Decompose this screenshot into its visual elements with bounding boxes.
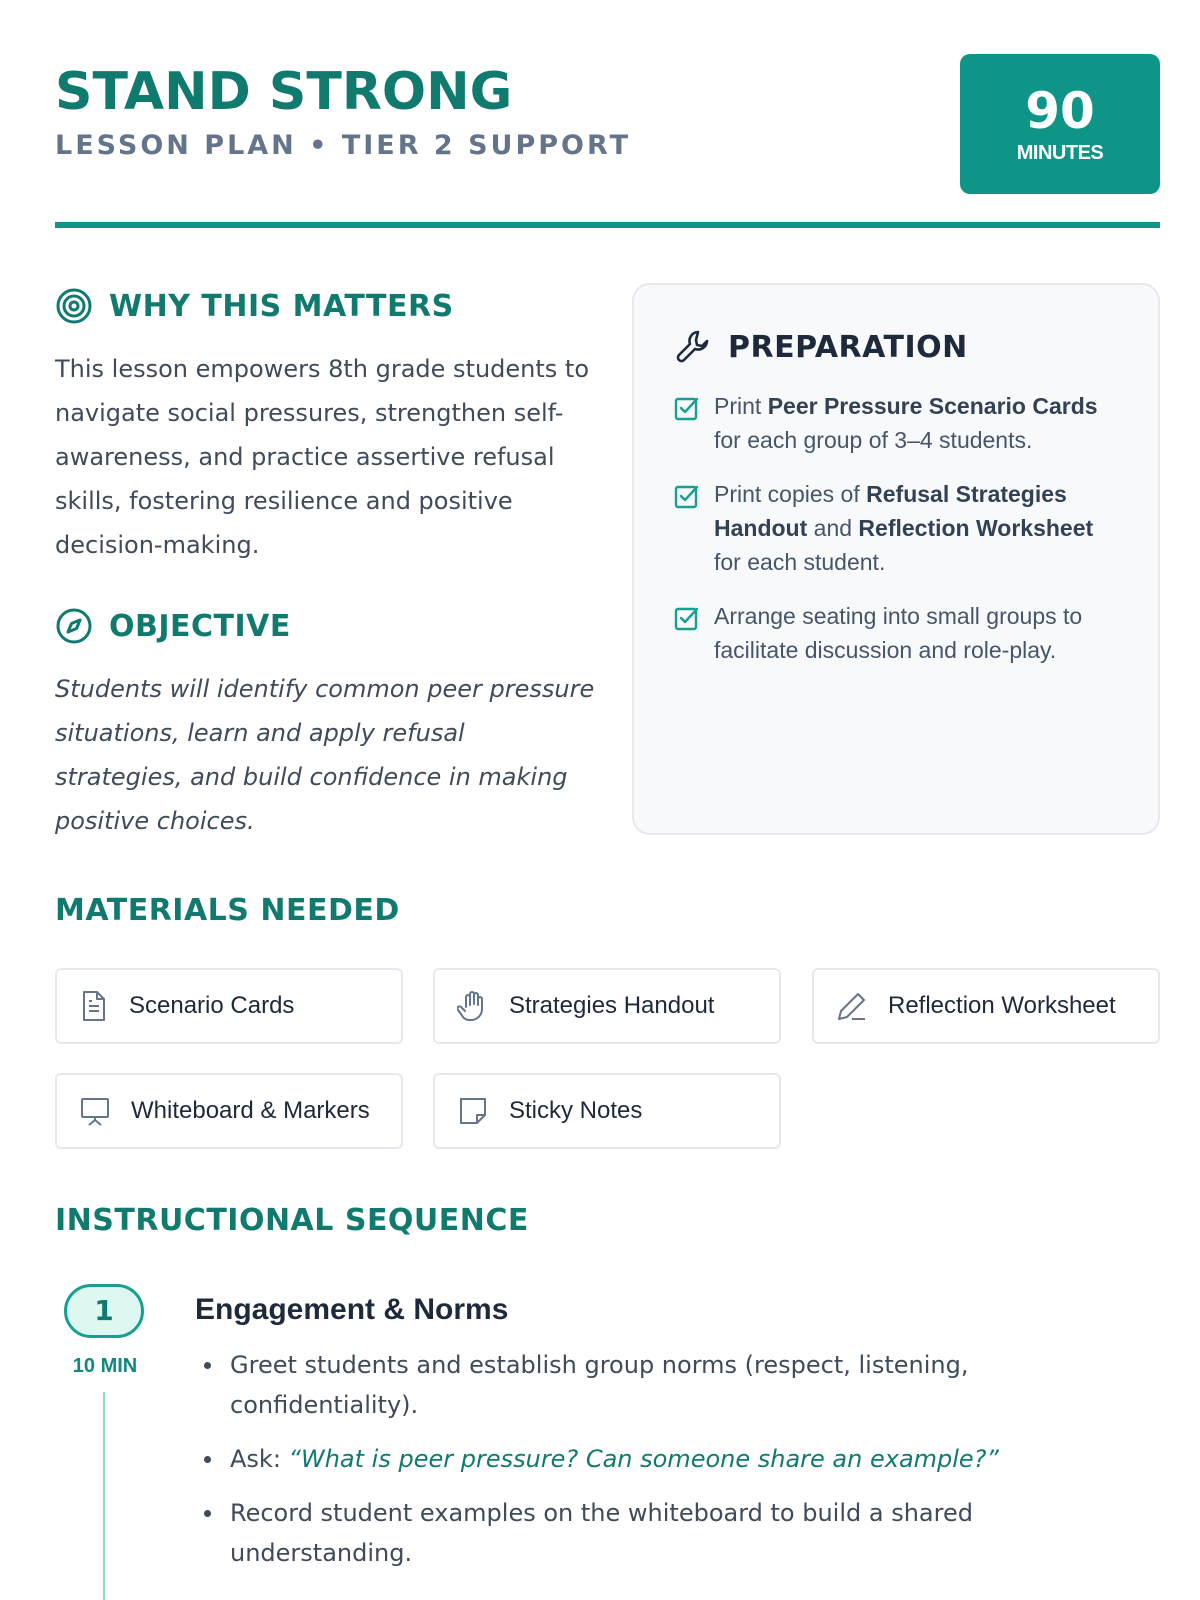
preparation-list [674, 389, 1118, 667]
objective-body: Students will identify common peer pressure situations, learn and apply refusal strategies, and build confidence in making positive choices. [55, 675, 595, 835]
wrench-icon [674, 328, 712, 366]
page-subtitle: LESSON PLAN • TIER 2 SUPPORT [55, 130, 631, 161]
step-bullets [200, 1345, 1080, 1587]
compass-icon [55, 607, 93, 645]
preparation-panel [632, 283, 1160, 835]
material-label: Sticky Notes [509, 1097, 643, 1124]
sequence-heading: INSTRUCTIONAL SEQUENCE [55, 1203, 529, 1238]
presentation-board-icon [79, 1095, 111, 1127]
materials-heading: MATERIALS NEEDED [55, 893, 400, 928]
list-item: Record student examples on the whiteboard to build a shared understanding. [200, 1493, 1080, 1573]
duration-badge [960, 54, 1160, 194]
header-divider [55, 222, 1160, 228]
hand-icon [457, 989, 489, 1023]
why-body: This lesson empowers 8th grade students to navigate social pressures, strengthen self-awareness, and practice assertive refusal skills, fostering resilience and positive decision-making. [55, 355, 590, 559]
checkbox-checked-icon [674, 395, 700, 421]
step-title: Engagement & Norms [195, 1293, 509, 1326]
step-duration: 10 MIN [72, 1355, 138, 1377]
discussion-question: “What is peer pressure? Can someone share an example?” [288, 1445, 999, 1473]
material-card [433, 1073, 781, 1149]
checkbox-checked-icon [674, 605, 700, 631]
checkbox-checked-icon [674, 483, 700, 509]
objective-heading: OBJECTIVE [109, 608, 291, 644]
sticky-note-icon [457, 1095, 489, 1127]
pencil-icon [836, 990, 868, 1022]
prep-item-text: Print copies of Refusal Strategies Handout and Reflection Worksheet for each student. [714, 481, 1094, 575]
prep-item [674, 599, 1118, 667]
material-card [55, 1073, 403, 1149]
preparation-heading: PREPARATION [728, 329, 968, 365]
timeline-line [103, 1392, 105, 1600]
duration-value: 90 [1025, 82, 1095, 140]
duration-unit: MINUTES [1016, 142, 1104, 164]
material-label: Reflection Worksheet [888, 992, 1116, 1019]
list-item: Greet students and establish group norms (respect, listening, confidentiality). [200, 1345, 1080, 1425]
material-card [433, 968, 781, 1044]
prep-item [674, 477, 1118, 579]
page-title: STAND STRONG [55, 62, 513, 122]
lesson-header [55, 52, 1160, 228]
why-heading: WHY THIS MATTERS [109, 288, 454, 324]
material-label: Scenario Cards [129, 992, 295, 1019]
prep-item-text: Print Peer Pressure Scenario Cards for each group of 3–4 students. [714, 393, 1098, 453]
list-item: Ask: “What is peer pressure? Can someone share an example?” [200, 1439, 1080, 1479]
step-number: 1 [64, 1284, 144, 1338]
material-card [55, 968, 403, 1044]
prep-item-text: Arrange seating into small groups to facilitate discussion and role-play. [714, 603, 1083, 663]
why-section [55, 285, 595, 567]
prep-item [674, 389, 1118, 457]
target-icon [55, 287, 93, 325]
material-label: Whiteboard & Markers [131, 1097, 370, 1124]
document-icon [79, 990, 109, 1022]
material-card [812, 968, 1160, 1044]
objective-section [55, 605, 595, 843]
material-label: Strategies Handout [509, 992, 715, 1019]
